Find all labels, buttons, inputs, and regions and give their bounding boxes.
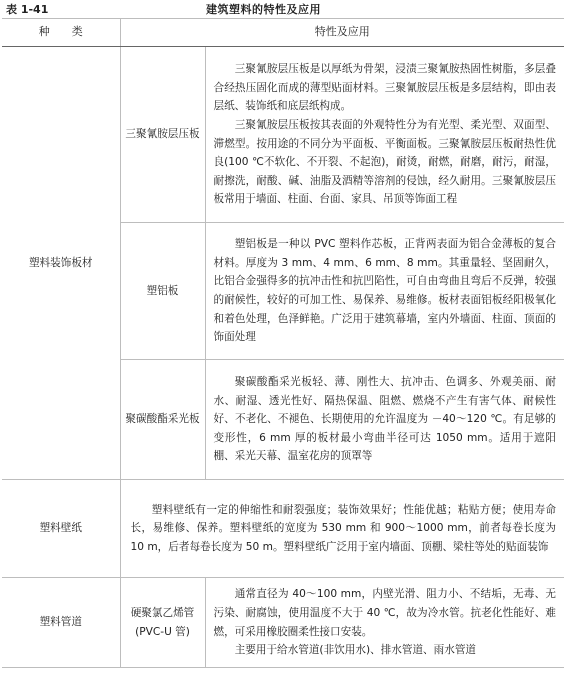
description-cell xyxy=(205,578,564,668)
table-number: 表 1-41 xyxy=(6,3,49,16)
description-paragraph: 主要用于给水管道(非饮用水)、排水管道、雨水管道 xyxy=(234,644,477,657)
properties-table xyxy=(2,18,564,668)
description-paragraph: 三聚氰胺层压板是以厚纸为骨架，浸渍三聚氰胺热固性树脂，多层叠合经热压固化而成的薄型贴面材料。三聚氰胺层压板是多层结构，即由表层纸、装饰纸和底层纸构成。 xyxy=(213,63,556,113)
description-paragraph: 塑料壁纸有一定的伸缩性和耐裂强度；装饰效果好；性能优越；粘贴方便；使用寿命长，易维修、保养。塑料壁纸的宽度为 530 mm 和 900～1000 mm，前者每卷长度为 10 m，后者每卷长度为 50 m。塑料壁纸广泛用于室内墙面、顶棚、梁柱等处的贴面装饰 xyxy=(130,503,556,553)
subtype-cell: 硬聚氯乙烯管(PVC-U 管) xyxy=(120,578,205,668)
kind-cell: 塑料管道 xyxy=(2,578,120,668)
subtype-cell: 聚碳酸酯采光板 xyxy=(120,360,205,480)
description-cell xyxy=(205,360,564,480)
table-row xyxy=(2,480,564,578)
description-cell xyxy=(205,223,564,360)
table-caption xyxy=(0,0,566,18)
header-feature: 特性及应用 xyxy=(120,19,564,47)
subtype-cell: 三聚氰胺层压板 xyxy=(120,47,205,223)
description-paragraph: 通常直径为 40～100 mm，内壁光滑、阻力小、不结垢，无毒、无污染、耐腐蚀，使用温度不大于 40 ℃，故为冷水管。抗老化性能好、难燃，可采用橡胶圈柔性接口安装。 xyxy=(213,588,556,638)
table-header-row xyxy=(2,19,564,47)
description-paragraph: 塑铝板是一种以 PVC 塑料作芯板，正背两表面为铝合金薄板的复合材料。厚度为 3 mm、4 mm、6 mm、8 mm。其重量轻、坚固耐久，比铝合金强得多的抗冲击性和抗凹陷性，可自由弯曲且弯后不反弹，较强的耐候性，较好的可加工性、易保养、易维修。板材表面铝板经阳极氧化和着色处理，色泽鲜艳。广泛用于建筑幕墙，室内外墙面、柱面、顶面的饰面处理 xyxy=(213,238,556,344)
description-paragraph: 三聚氰胺层压板按其表面的外观特性分为有光型、柔光型、双面型、滞燃型。按用途的不同分为平面板、平衡面板。三聚氰胺层压板耐热性优良(100 ℃不软化、不开裂、不起泡)，耐烫，耐燃，耐磨，耐污，耐湿，耐擦洗，耐酸、碱、油脂及酒精等溶剂的侵蚀，经久耐用。三聚氰胺层压板常用于墙面、柱面、台面、家具、吊顶等饰面工程 xyxy=(213,118,556,206)
table-title: 建筑塑料的特性及应用 xyxy=(206,3,321,16)
header-kind: 种 类 xyxy=(2,19,120,47)
subtype-cell: 塑铝板 xyxy=(120,223,205,360)
kind-cell: 塑料壁纸 xyxy=(2,480,120,578)
table-row xyxy=(2,578,564,668)
description-cell xyxy=(120,480,564,578)
table-row xyxy=(2,47,564,223)
description-cell xyxy=(205,47,564,223)
kind-cell: 塑料装饰板材 xyxy=(2,47,120,480)
description-paragraph: 聚碳酸酯采光板轻、薄、刚性大、抗冲击、色调多、外观美丽、耐水、耐湿、透光性好、隔热保温、阻燃、燃烧不产生有害气体、耐候性好、不老化、不褪色、长期使用的允许温度为 －40～120 ℃。有足够的变形性，6 mm 厚的板材最小弯曲半径可达 1050 mm。适用于遮阳棚、采光天幕、温室花房的顶罩等 xyxy=(213,376,556,463)
